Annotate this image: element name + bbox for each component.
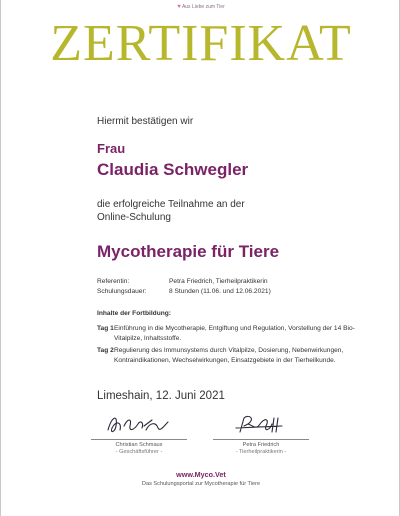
topic-day — [97, 324, 379, 344]
duration-label: Schulungsdauer: — [97, 288, 147, 295]
topic-day — [97, 346, 379, 366]
intro-line-1: die erfolgreiche Teilnahme an der — [97, 199, 245, 210]
signer-name: Petra Friedrich — [242, 442, 280, 448]
topics-list — [97, 324, 379, 368]
footer-tagline: Das Schulungsportal zur Mycotherapie für Tiere — [141, 481, 261, 487]
signer-role: - Geschäftsführer - — [115, 449, 163, 455]
course-title: Mycotherapie für Tiere — [97, 242, 280, 261]
signature-image — [104, 412, 174, 438]
speaker-label: Referentin: — [97, 278, 130, 285]
duration-row — [97, 287, 379, 297]
day-label: Tag 2 — [97, 347, 114, 354]
signature-block-right — [213, 412, 309, 455]
signer-role: - Tierheilpraktikerin - — [235, 449, 287, 455]
recipient-name: Claudia Schwegler — [97, 160, 249, 179]
day-text: Einführung in die Mycotherapie, Entgiftung und Regulation, Vorstellung der 14 Bio-Vitalpilze, Inhaltsstoffe. — [114, 325, 355, 342]
heart-icon: ♥ — [177, 4, 181, 10]
confirm-text: Hiermit bestätigen wir — [97, 116, 194, 127]
place-date: Limeshain, 12. Juni 2021 — [97, 390, 225, 402]
header-tagline — [1, 4, 400, 10]
day-text: Regulierung des Immunsystems durch Vitalpilze, Dosierung, Nebenwirkungen, Kontraindikationen, Wechselwirkungen, Einsatzgebiete in der Tierheilkunde. — [114, 347, 344, 364]
salutation: Frau — [97, 141, 126, 156]
speaker-value: Petra Friedrich, Tierheilpraktikerin — [169, 278, 268, 285]
signer-name: Christian Schmaus — [115, 442, 163, 448]
topics-title: Inhalte der Fortbildung: — [97, 310, 171, 317]
speaker-row — [97, 277, 379, 287]
signature-block-left — [91, 412, 187, 455]
intro-text — [97, 198, 379, 224]
footer-url[interactable]: www.Myco.Vet — [176, 470, 226, 479]
tagline-text: Aus Liebe zum Tier — [181, 4, 225, 10]
intro-line-2: Online-Schulung — [97, 212, 171, 223]
course-meta — [97, 277, 379, 297]
certificate-title: ZERTIFIKAT — [50, 15, 352, 72]
signature-line — [213, 439, 309, 440]
signature-line — [91, 439, 187, 440]
day-label: Tag 1 — [97, 325, 114, 332]
duration-value: 8 Stunden (11.06. und 12.06.2021) — [169, 288, 271, 295]
signature-image — [226, 412, 296, 438]
